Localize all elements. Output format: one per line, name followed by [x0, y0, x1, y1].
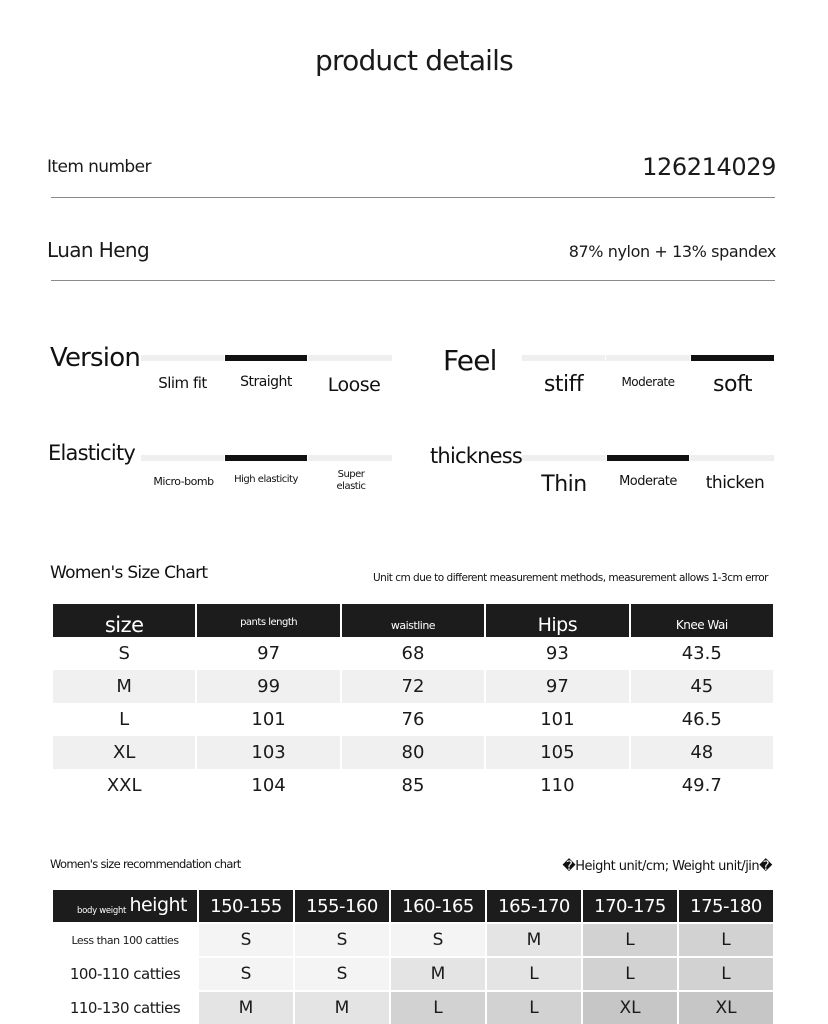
table-cell: L	[679, 958, 773, 990]
feel-option-soft: soft	[713, 372, 752, 397]
pants-length-header: pants length	[197, 604, 339, 637]
hips-header: Hips	[486, 604, 628, 637]
feel-scale-segment-selected	[691, 355, 774, 361]
thickness-scale-segment	[522, 455, 606, 461]
table-row	[53, 958, 773, 990]
thickness-scale-segment	[690, 455, 774, 461]
table-row	[53, 992, 773, 1024]
table-cell: 97	[257, 643, 281, 664]
thickness-scale-segment-selected	[607, 455, 689, 461]
table-cell: L	[679, 924, 773, 956]
size-header: size	[53, 604, 195, 637]
table-cell: 85	[401, 775, 425, 796]
table-cell: 99	[197, 670, 339, 703]
version-scale-segment-selected	[225, 355, 307, 361]
table-cell: L	[487, 992, 581, 1024]
table-cell: 76	[401, 709, 425, 730]
table-row	[53, 637, 773, 670]
weight-row-label: 100-110 catties	[53, 958, 197, 990]
table-cell: S	[295, 958, 389, 990]
table-cell: L	[583, 958, 677, 990]
corner-header	[53, 890, 197, 922]
height-range-header: 150-155	[199, 890, 293, 922]
fabric-value: 87% nylon + 13% spandex	[568, 242, 776, 261]
version-option-loose: Loose	[327, 374, 381, 396]
table-cell: XXL	[106, 775, 142, 796]
item-number-label: Item number	[47, 157, 151, 177]
thickness-option-moderate: Moderate	[619, 474, 677, 489]
thickness-title: thickness	[430, 444, 522, 468]
feel-option-stiff: stiff	[543, 372, 584, 397]
page-title: product details	[315, 44, 513, 77]
version-option-straight: Straight	[240, 374, 292, 390]
version-scale-segment	[308, 355, 392, 361]
table-cell: L	[487, 958, 581, 990]
weight-row-label: Less than 100 catties	[53, 924, 197, 956]
table-cell: 48	[631, 736, 773, 769]
table-row	[53, 670, 773, 703]
item-number-value: 126214029	[642, 153, 776, 181]
table-cell: S	[199, 924, 293, 956]
table-row	[53, 769, 773, 802]
table-cell: 93	[545, 643, 569, 664]
table-cell: M	[487, 924, 581, 956]
height-range-header: 165-170	[487, 890, 581, 922]
table-cell: 101	[540, 709, 575, 730]
table-cell: M	[53, 670, 195, 703]
size-chart-note: Unit cm due to different measurement methods, measurement allows 1-3cm error	[372, 572, 768, 584]
weight-row-label: 110-130 catties	[53, 992, 197, 1024]
height-range-header: 160-165	[391, 890, 485, 922]
table-cell: 68	[401, 643, 425, 664]
table-cell: L	[119, 709, 130, 730]
body-weight-label: body weight	[77, 906, 127, 916]
table-cell: 72	[342, 670, 484, 703]
elasticity-option-high-elasticity: High elasticity	[234, 474, 298, 485]
elasticity-scale-segment-selected	[225, 455, 307, 461]
table-cell: M	[199, 992, 293, 1024]
recommendation-unit-note: �Height unit/cm; Weight unit/jin�	[562, 859, 772, 874]
table-cell: XL	[583, 992, 677, 1024]
divider	[51, 197, 775, 198]
table-row	[53, 703, 773, 736]
thickness-option-thicken: thicken	[705, 473, 765, 493]
size-chart-table	[51, 604, 775, 802]
version-option-slim-fit: Slim fit	[158, 374, 207, 392]
divider	[51, 280, 775, 281]
table-cell: L	[391, 992, 485, 1024]
feel-scale-segment	[522, 355, 605, 361]
table-cell: 45	[631, 670, 773, 703]
elasticity-title: Elasticity	[48, 441, 136, 465]
table-cell: 80	[342, 736, 484, 769]
table-cell: 110	[540, 775, 575, 796]
table-cell: S	[391, 924, 485, 956]
elasticity-option-micro-bomb: Micro-bomb	[153, 475, 214, 488]
table-cell: 105	[486, 736, 628, 769]
table-cell: 46.5	[681, 709, 722, 730]
feel-scale-segment	[606, 355, 690, 361]
recommendation-table	[51, 888, 775, 1024]
table-cell: 104	[251, 775, 286, 796]
version-scale-segment	[141, 355, 224, 361]
size-chart-header-row	[53, 604, 773, 637]
table-cell: 101	[251, 709, 286, 730]
feel-option-moderate: Moderate	[621, 375, 675, 389]
waistline-header: waistline	[342, 604, 484, 637]
table-cell: L	[583, 924, 677, 956]
table-cell: 97	[486, 670, 628, 703]
table-row	[53, 736, 773, 769]
version-title: Version	[50, 343, 141, 373]
height-range-header: 175-180	[679, 890, 773, 922]
recommendation-chart-title: Women's size recommendation chart	[50, 857, 241, 871]
fabric-label: Luan Heng	[47, 238, 150, 262]
height-range-header: 155-160	[295, 890, 389, 922]
feel-title: Feel	[443, 344, 497, 377]
thickness-option-thin: Thin	[541, 472, 587, 497]
knee-width-header: Knee Wai	[631, 604, 773, 637]
table-cell: XL	[679, 992, 773, 1024]
table-cell: S	[118, 643, 130, 664]
table-cell: S	[199, 958, 293, 990]
table-cell: 49.7	[681, 775, 722, 796]
elasticity-option-super-elastic: Super elastic	[336, 469, 366, 492]
height-range-header: 170-175	[583, 890, 677, 922]
table-cell: XL	[53, 736, 195, 769]
table-cell: M	[295, 992, 389, 1024]
table-cell: 103	[197, 736, 339, 769]
recommendation-header-row	[53, 890, 773, 922]
table-cell: M	[391, 958, 485, 990]
elasticity-scale-segment	[308, 455, 392, 461]
table-row	[53, 924, 773, 956]
height-label: height	[129, 894, 187, 916]
size-chart-title: Women's Size Chart	[50, 563, 208, 583]
table-cell: 43.5	[681, 643, 722, 664]
elasticity-scale-segment	[141, 455, 224, 461]
table-cell: S	[295, 924, 389, 956]
